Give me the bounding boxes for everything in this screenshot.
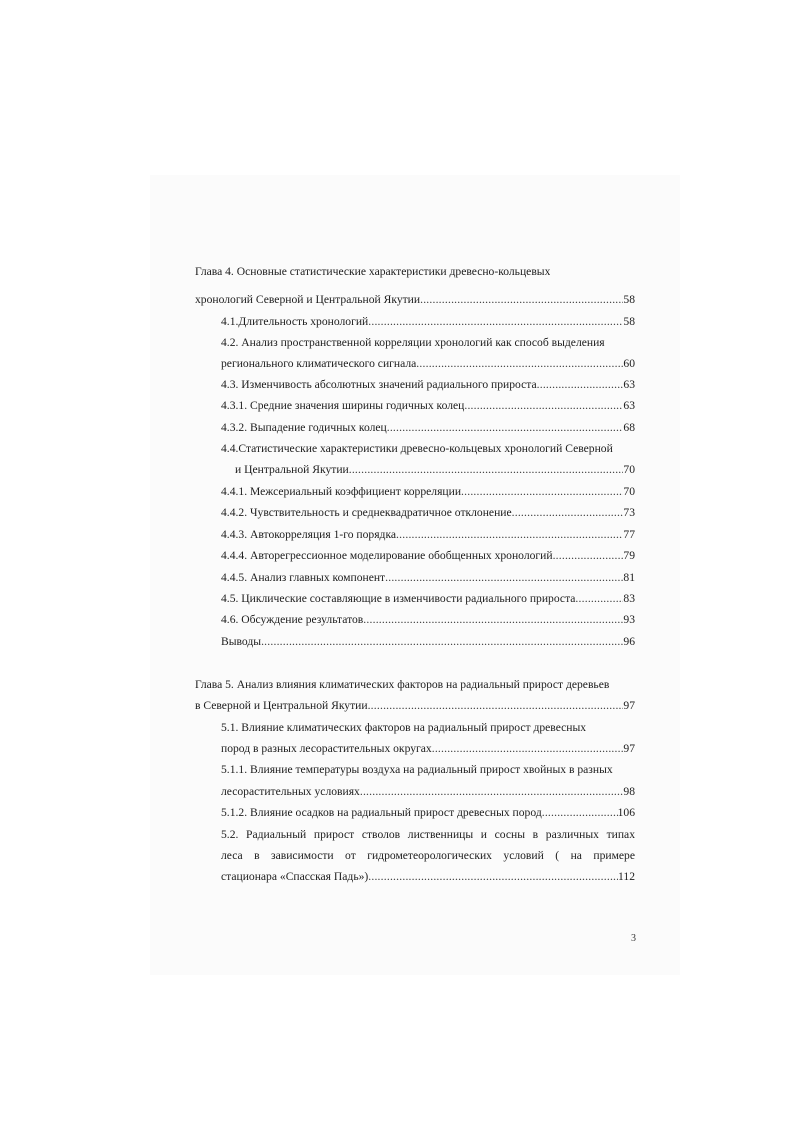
toc-entry-4-4-1 xyxy=(221,485,635,499)
leader-dots xyxy=(368,315,623,329)
toc-entry-5-2 xyxy=(221,870,635,884)
entry-page: 97 xyxy=(623,699,635,712)
chapter-4-entry xyxy=(195,293,635,307)
leader-dots xyxy=(461,485,623,499)
entry-page: 68 xyxy=(623,421,635,434)
entry-text: 5.1.2. Влияние осадков на радиальный прирост древесных пород xyxy=(221,806,542,819)
leader-dots xyxy=(553,549,624,563)
toc-entry-4-1 xyxy=(221,315,635,329)
leader-dots xyxy=(368,699,624,713)
toc-entry-conclusions xyxy=(221,635,635,649)
toc-entry-4-4-title: 4.4.Статистические характеристики древесно-кольцевых хронологий Северной xyxy=(221,442,613,455)
leader-dots xyxy=(416,357,623,371)
entry-text: 4.4.2. Чувствительность и среднеквадратичное отклонение xyxy=(221,506,512,519)
toc-entry-5-1 xyxy=(221,742,635,756)
toc-entry-4-3-2 xyxy=(221,421,635,435)
chapter-4-title: Глава 4. Основные статистические характеристики древесно-кольцевых xyxy=(195,265,551,278)
entry-text: 4.3.2. Выпадение годичных колец xyxy=(221,421,387,434)
entry-text: 4.1.Длительность хронологий xyxy=(221,315,369,328)
leader-dots xyxy=(363,613,623,627)
entry-page: 98 xyxy=(623,785,635,798)
entry-text: регионального климатического сигнала xyxy=(221,357,417,370)
entry-text: 4.4.5. Анализ главных компонент xyxy=(221,571,386,584)
toc-entry-4-2-title: 4.2. Анализ пространственной корреляции хронологий как способ выделения xyxy=(221,336,605,349)
leader-dots xyxy=(360,785,624,799)
entry-text: 4.4.3. Автокорреляция 1-го порядка xyxy=(221,528,397,541)
toc-entry-4-3 xyxy=(221,378,635,392)
entry-page: 58 xyxy=(623,293,635,306)
entry-text: пород в разных лесорастительных округах xyxy=(221,742,432,755)
toc-entry-5-1-1-title: 5.1.1. Влияние температуры воздуха на радиальный прирост хвойных в разных xyxy=(221,763,613,776)
page-number: 3 xyxy=(631,933,636,944)
entry-page: 70 xyxy=(623,485,635,498)
toc-entry-4-4-2 xyxy=(221,506,635,520)
leader-dots xyxy=(420,293,623,307)
toc-entry-4-4-4 xyxy=(221,549,635,563)
leader-dots xyxy=(575,592,623,606)
toc-entry-4-4-5 xyxy=(221,571,635,585)
chapter-5-entry xyxy=(195,699,635,713)
leader-dots xyxy=(387,421,624,435)
toc-entry-4-5 xyxy=(221,592,635,606)
toc-entry-5-2-line-2: леса в зависимости от гидрометеорологических условий ( на примере xyxy=(221,849,635,862)
entry-page: 97 xyxy=(623,742,635,755)
leader-dots xyxy=(385,571,623,585)
toc-entry-4-4 xyxy=(235,463,635,477)
entry-page: 58 xyxy=(623,315,635,328)
entry-text: 4.4.4. Авторегрессионное моделирование обобщенных хронологий xyxy=(221,549,553,562)
entry-page: 63 xyxy=(623,399,635,412)
entry-text: в Северной и Центральной Якутии xyxy=(195,699,368,712)
toc-entry-5-1-2 xyxy=(221,806,635,820)
entry-text: и Центральной Якутии xyxy=(235,463,349,476)
entry-text: 4.5. Циклические составляющие в изменчивости радиального прироста xyxy=(221,592,576,605)
entry-text: стационара «Спасская Падь») xyxy=(221,870,369,883)
entry-page: 93 xyxy=(623,613,635,626)
leader-dots xyxy=(368,870,618,884)
entry-text: хронологий Северной и Центральной Якутии xyxy=(195,293,421,306)
entry-page: 77 xyxy=(623,528,635,541)
leader-dots xyxy=(396,528,623,542)
entry-text: лесорастительных условиях xyxy=(221,785,360,798)
entry-page: 81 xyxy=(623,571,635,584)
entry-text: 4.3. Изменчивость абсолютных значений радиального прироста xyxy=(221,378,537,391)
entry-page: 112 xyxy=(618,870,635,883)
leader-dots xyxy=(542,806,618,820)
entry-page: 83 xyxy=(623,592,635,605)
entry-page: 96 xyxy=(623,635,635,648)
entry-page: 73 xyxy=(623,506,635,519)
entry-page: 106 xyxy=(617,806,635,819)
toc-entry-5-1-1 xyxy=(221,785,635,799)
entry-text: 4.4.1. Межсериальный коэффициент корреляции xyxy=(221,485,462,498)
entry-text: Выводы xyxy=(221,635,262,648)
entry-page: 60 xyxy=(623,357,635,370)
chapter-5-title: Глава 5. Анализ влияния климатических факторов на радиальный прирост деревьев xyxy=(195,678,610,691)
leader-dots xyxy=(512,506,624,520)
toc-entry-5-2-line-1: 5.2. Радиальный прирост стволов лиственницы и сосны в различных типах xyxy=(221,828,635,841)
toc-entry-4-6 xyxy=(221,613,635,627)
entry-page: 63 xyxy=(623,378,635,391)
entry-text: 4.3.1. Средние значения ширины годичных колец xyxy=(221,399,465,412)
leader-dots xyxy=(349,463,624,477)
toc-entry-5-1-title: 5.1. Влияние климатических факторов на радиальный прирост древесных xyxy=(221,721,587,734)
leader-dots xyxy=(537,378,624,392)
entry-text: 4.6. Обсуждение результатов xyxy=(221,613,364,626)
entry-page: 70 xyxy=(623,463,635,476)
leader-dots xyxy=(464,399,623,413)
toc-entry-4-4-3 xyxy=(221,528,635,542)
toc-entry-4-3-1 xyxy=(221,399,635,413)
leader-dots xyxy=(261,635,623,649)
leader-dots xyxy=(432,742,624,756)
toc-entry-4-2 xyxy=(221,357,635,371)
entry-page: 79 xyxy=(623,549,635,562)
